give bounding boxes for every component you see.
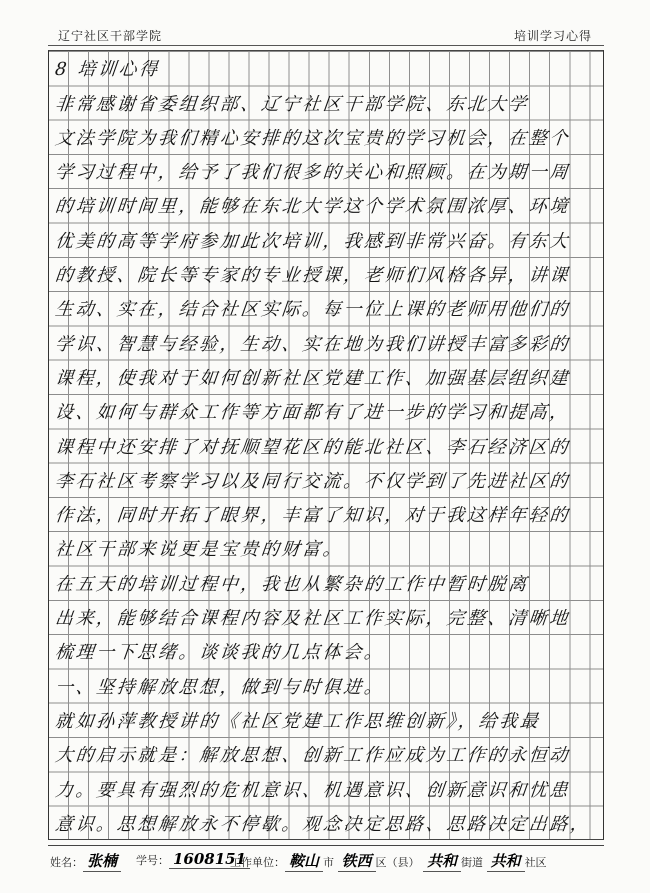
text-row: [49, 188, 603, 222]
document-type: 培训学习心得: [513, 29, 592, 43]
text-row: [49, 223, 603, 257]
handwritten-line: 一、坚持解放思想，做到与时俱进。: [53, 676, 386, 698]
city-suffix: 市: [323, 856, 335, 869]
page-header: [0, 0, 650, 48]
text-lines: [49, 51, 603, 839]
handwritten-line: 生动、实在，结合社区实际。每一位上课的老师用他们的: [53, 299, 572, 321]
district-suffix: 区（县）: [375, 856, 420, 869]
handwritten-line: 非常感谢省委组织部、辽宁社区干部学院、东北大学: [53, 93, 530, 115]
handwritten-line: 文法学院为我们精心安排的这次宝贵的学习机会，在整个: [53, 127, 572, 149]
handwritten-line: 梳理一下思绪。谈谈我的几点体会。: [53, 642, 386, 664]
header-rule: [48, 45, 604, 46]
handwritten-line: 意识。思想解放永不停歇。观念决定思路、思路决定出路，: [53, 813, 592, 835]
handwritten-line: 力。要具有强烈的危机意识、机遇意识、创新意识和忧患: [53, 779, 572, 801]
text-row: [49, 634, 603, 668]
handwritten-line: 的教授、院长等专家的专业授课，老师们风格各异，讲课: [53, 265, 572, 287]
text-row: [49, 394, 603, 428]
handwritten-line: 大的启示就是：解放思想、创新工作应成为工作的永恒动: [53, 745, 572, 767]
handwritten-line: 优美的高等学府参加此次培训，我感到非常兴奋。有东大: [53, 230, 572, 252]
student-id-label: 学号：: [136, 854, 169, 867]
institution-name: 辽宁社区干部学院: [58, 29, 163, 43]
handwritten-line: 的培训时间里，能够在东北大学这个学术氛围浓厚、环境: [53, 196, 572, 218]
handwritten-line: 就如孙萍教授讲的《社区党建工作思维创新》，给我最: [53, 710, 542, 732]
name-label: 姓名：: [50, 856, 83, 869]
handwritten-line: 学习过程中，给予了我们很多的关心和照顾。在为期一周: [53, 162, 572, 184]
community-suffix: 社区: [524, 856, 547, 869]
student-id-value: 1608151: [169, 850, 250, 869]
text-row: [49, 497, 603, 531]
text-row: [49, 806, 603, 840]
grid-paper: [48, 50, 604, 840]
district-value: 铁西: [338, 850, 376, 872]
work-unit-label: 工作单位：: [230, 856, 285, 869]
text-row: [49, 771, 603, 805]
handwritten-line: 学识、智慧与经验，生动、实在地为我们讲授丰富多彩的: [53, 333, 572, 355]
handwritten-line: 设、如何与群众工作等方面都有了进一步的学习和提高，: [53, 402, 572, 424]
street-suffix: 街道: [461, 856, 484, 869]
handwritten-line: 社区干部来说更是宝贵的财富。: [53, 539, 345, 561]
handwritten-line: 在五天的培训过程中，我也从繁杂的工作中暂时脱离: [53, 573, 530, 595]
handwritten-line: 课程中还安排了对抚顺望花区的能北社区、李石经济区的: [53, 436, 572, 458]
text-row: [49, 703, 603, 737]
handwritten-line: 出来，能够结合课程内容及社区工作实际，完整、清晰地: [53, 608, 572, 630]
text-row: [49, 360, 603, 394]
text-row: [49, 531, 603, 565]
text-row: [49, 120, 603, 154]
text-row: [49, 428, 603, 462]
text-row: [49, 737, 603, 771]
text-row: [49, 85, 603, 119]
student-info-footer: [48, 845, 604, 870]
work-unit-field: [230, 850, 547, 872]
text-row: [49, 566, 603, 600]
text-row: [49, 291, 603, 325]
text-row: [49, 51, 603, 85]
name-value: 张楠: [83, 850, 121, 872]
text-row: [49, 257, 603, 291]
community-value: 共和: [487, 850, 525, 872]
text-row: [49, 463, 603, 497]
text-row: [49, 154, 603, 188]
handwritten-line: 课程，使我对于如何创新社区党建工作、加强基层组织建: [53, 367, 572, 389]
handwritten-line: 8 培训心得: [53, 59, 161, 81]
handwritten-line: 李石社区考察学习以及同行交流。不仅学到了先进社区的: [53, 470, 572, 492]
handwritten-line: 作法，同时开拓了眼界，丰富了知识，对于我这样年轻的: [53, 505, 572, 527]
text-row: [49, 600, 603, 634]
name-field: [50, 850, 121, 872]
street-value: 共和: [423, 850, 461, 872]
text-row: [49, 668, 603, 702]
city-value: 鞍山: [285, 850, 323, 872]
text-row: [49, 325, 603, 359]
